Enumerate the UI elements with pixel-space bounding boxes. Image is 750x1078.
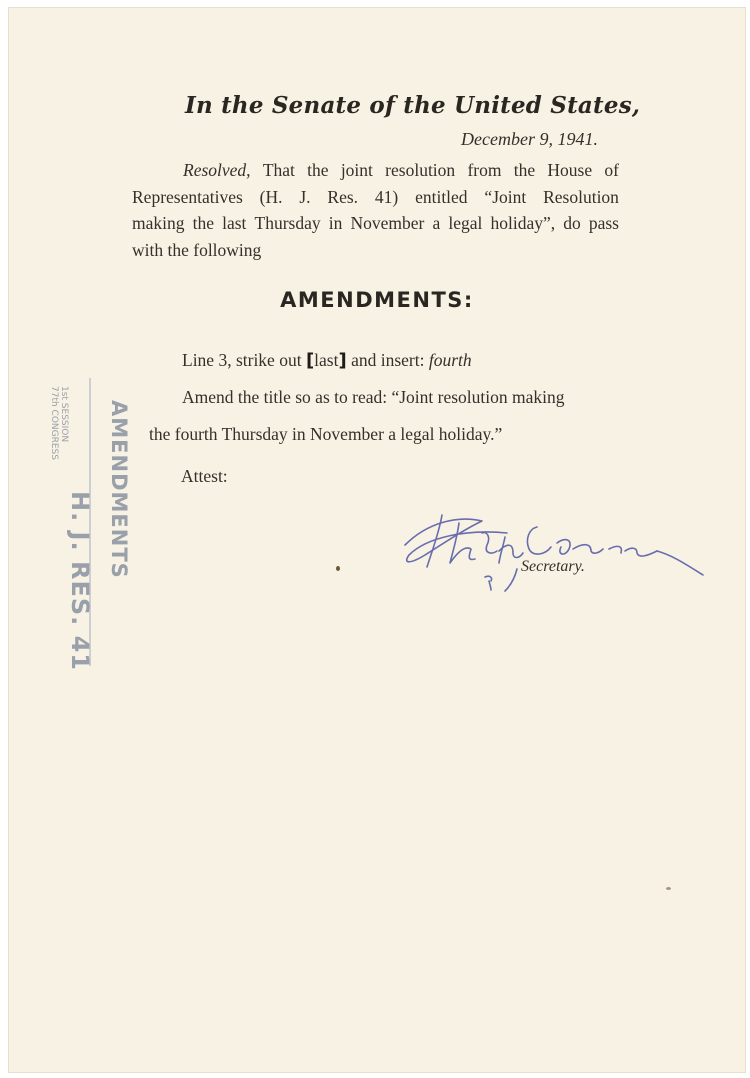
amendment-line-1 [149,342,609,379]
resolution-word: a [432,213,441,233]
endorsement-congress [49,386,69,460]
resolution-word: of [604,160,619,180]
resolution-word: pass [588,213,619,233]
resolution-word: Res. [327,186,359,207]
resolution-paragraph [132,157,619,263]
resolution-word: do [563,213,581,233]
resolution-word: “Joint [484,186,527,207]
resolution-line-3 [132,210,619,237]
document-heading: In the Senate of the United States, [185,92,641,119]
resolution-word: November [350,213,425,233]
resolution-word: That [262,160,295,180]
resolution-word: Resolved, [183,160,251,180]
amendment-line-2: Amend the title so as to read: “Joint resolution making [182,387,565,407]
amendment-middle: and insert: [346,350,429,370]
resolution-word: (H. [259,186,283,207]
resolution-word: Resolution [543,186,619,207]
resolution-word: the [192,213,214,233]
struck-word: last [314,350,339,370]
endorsement-session-text: 1st SESSION [59,386,69,443]
resolution-word: from [467,160,502,180]
bracket-close: ] [338,350,347,371]
inserted-word: fourth [428,350,472,370]
resolution-line-4: with the following [132,239,262,260]
attest-label: Attest: [181,466,228,486]
resolution-word: resolution [385,160,456,180]
resolution-word: legal [448,213,483,233]
secretary-signature [387,493,707,603]
amendment-prefix: Line 3, strike out [182,350,306,370]
endorsement-label: AMENDMENTS [107,400,131,579]
endorsement-congress-text: 77th CONGRESS [49,386,59,460]
resolution-word: J. [299,186,311,207]
resolution-word: joint [340,160,373,180]
secretary-title: Secretary. [521,558,585,575]
amendments-body [149,342,609,453]
amendments-heading: AMENDMENTS: [280,288,474,312]
amendment-line-3: the fourth Thursday in November a legal holiday.” [149,424,503,444]
resolution-word: entitled [415,186,468,207]
resolution-word: Thursday [254,213,321,233]
endorsement-bill-number: H. J. RES. 41 [66,491,94,671]
resolution-word: Representatives [132,186,243,207]
document-date: December 9, 1941. [461,129,598,149]
resolution-line-2 [132,184,619,211]
resolution-word: last [222,213,247,233]
resolution-word: the [513,160,536,180]
paper-speck [336,566,340,571]
resolution-word: holiday”, [490,213,556,233]
resolution-word: House [547,160,593,180]
resolution-word: the [307,160,329,180]
document-page [9,8,745,1072]
resolution-word: 41) [374,186,399,207]
resolution-line-1 [132,157,619,184]
paper-speck [666,887,671,890]
resolution-word: in [328,213,343,233]
resolution-word: making [132,213,185,233]
bracket-open: [ [305,350,315,371]
